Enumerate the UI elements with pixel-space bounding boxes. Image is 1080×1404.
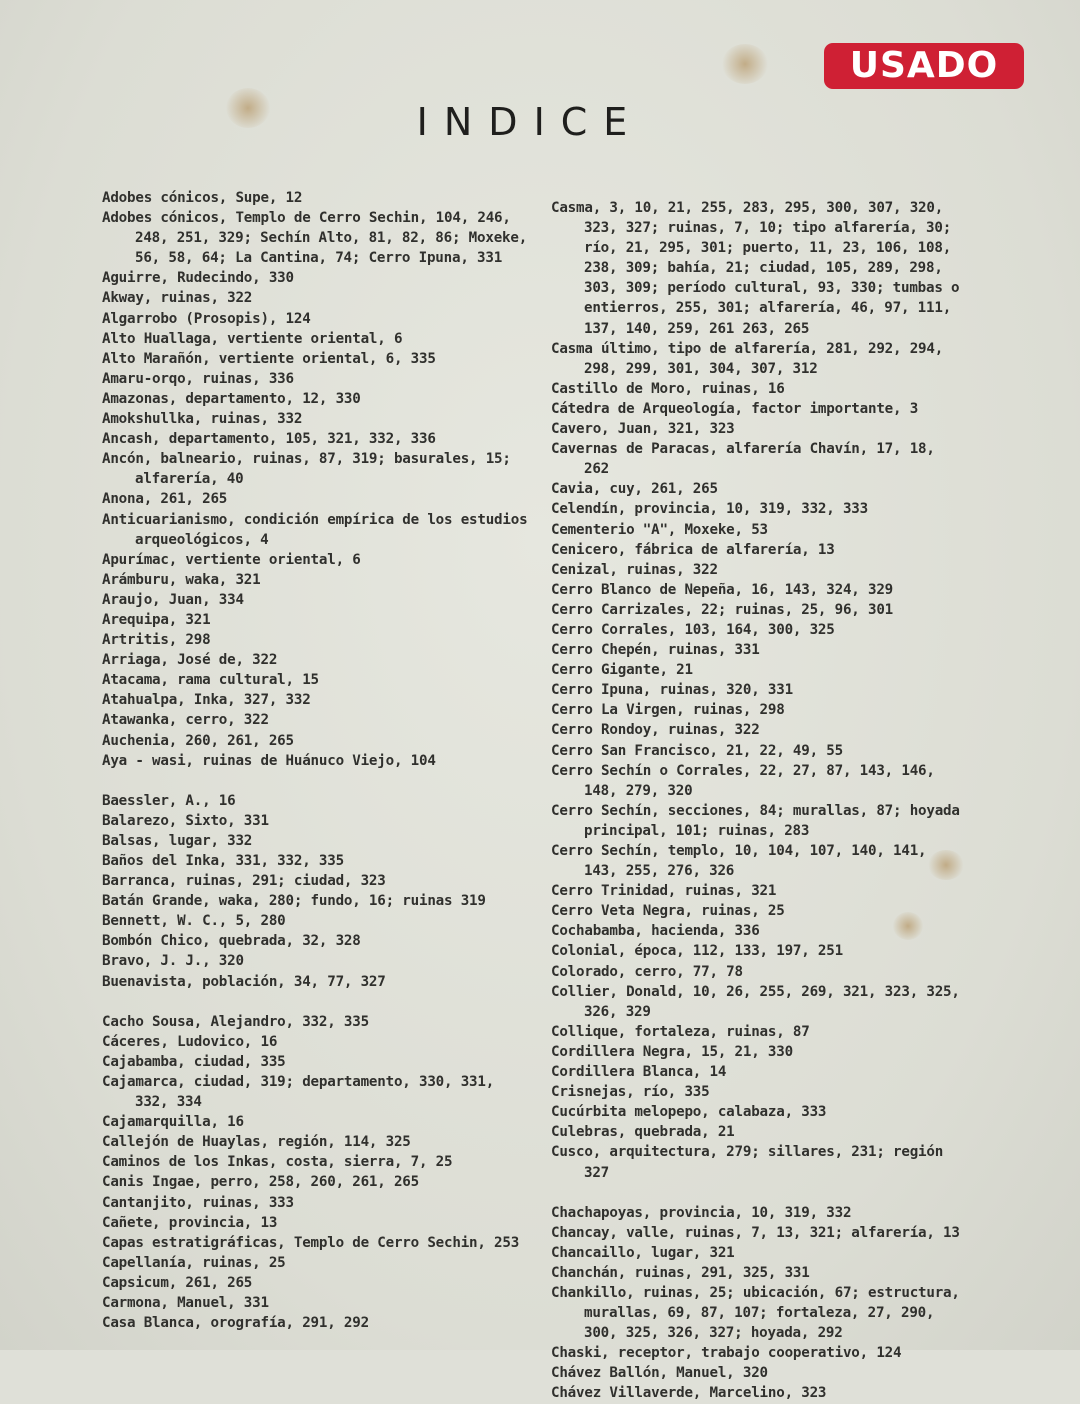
index-entry: Anticuarianismo, condición empírica de los estudios arqueológicos, 4: [102, 511, 528, 548]
index-entry: Cajabamba, ciudad, 335: [102, 1053, 286, 1070]
index-entry: Balarezo, Sixto, 331: [102, 812, 269, 829]
index-entry: Chávez Villaverde, Marcelino, 323: [551, 1385, 827, 1402]
index-entry: Chancay, valle, ruinas, 7, 13, 321; alfarería, 13: [551, 1224, 960, 1241]
index-entry: Capas estratigráficas, Templo de Cerro Sechin, 253: [102, 1234, 520, 1251]
index-entry: Cerro Corrales, 103, 164, 300, 325: [551, 621, 835, 638]
index-entry: Atacama, rama cultural, 15: [102, 672, 319, 689]
index-entry: Cañete, provincia, 13: [102, 1214, 278, 1231]
index-entry: Aguirre, Rudecindo, 330: [102, 270, 294, 287]
index-entry: Ancash, departamento, 105, 321, 332, 336: [102, 431, 436, 448]
index-entry: Cerro Veta Negra, ruinas, 25: [551, 903, 785, 920]
index-entry: Cátedra de Arqueología, factor importante, 3: [551, 400, 919, 417]
index-entry: Cavero, Juan, 321, 323: [551, 421, 735, 438]
index-entry: Carmona, Manuel, 331: [102, 1294, 269, 1311]
index-entry: Cementerio "A", Moxeke, 53: [551, 521, 768, 538]
index-entry: Canis Ingae, perro, 258, 260, 261, 265: [102, 1174, 419, 1191]
index-entry: Arámburu, waka, 321: [102, 571, 261, 588]
index-entry: Chankillo, ruinas, 25; ubicación, 67; estructura, murallas, 69, 87, 107; fortaleza, 27, 290, 300, 325, 326, 327; hoyada, 292: [551, 1284, 960, 1342]
index-entry: Cerro Chepén, ruinas, 331: [551, 642, 760, 659]
index-entry: Cucúrbita melopepo, calabaza, 333: [551, 1104, 827, 1121]
index-entry: Auchenia, 260, 261, 265: [102, 732, 294, 749]
index-entry: Capellanía, ruinas, 25: [102, 1254, 286, 1271]
page-title: INDICE: [416, 100, 644, 144]
index-entry: Cerro Carrizales, 22; ruinas, 25, 96, 301: [551, 601, 894, 618]
index-entry: Chancaillo, lugar, 321: [551, 1244, 735, 1261]
index-entry: Araujo, Juan, 334: [102, 591, 244, 608]
index-entry: Cenicero, fábrica de alfarería, 13: [551, 541, 835, 558]
index-entry: Casa Blanca, orografía, 291, 292: [102, 1315, 369, 1332]
index-entry: Artritis, 298: [102, 632, 211, 649]
index-entry: Cavernas de Paracas, alfarería Chavín, 17, 18, 262: [551, 441, 935, 478]
index-entry: Adobes cónicos, Templo de Cerro Sechin, 104, 246, 248, 251, 329; Sechín Alto, 81, 82, 86; Moxeke, 56, 58, 64; La Cantina, 74; Cerro Ipuna, 331: [102, 210, 528, 267]
index-entry: Arequipa, 321: [102, 611, 211, 628]
index-entry: Cavia, cuy, 261, 265: [551, 481, 718, 498]
index-entry: Cordillera Blanca, 14: [551, 1064, 727, 1081]
index-column-right: [551, 198, 965, 1404]
index-entry: Adobes cónicos, Supe, 12: [102, 190, 303, 206]
index-entry: Chávez Ballón, Manuel, 320: [551, 1365, 768, 1382]
index-entry: Cusco, arquitectura, 279; sillares, 231; región 327: [551, 1144, 944, 1181]
index-entry: Castillo de Moro, ruinas, 16: [551, 380, 785, 397]
index-entry: Collique, fortaleza, ruinas, 87: [551, 1023, 810, 1040]
index-entry: Chachapoyas, provincia, 10, 319, 332: [551, 1204, 852, 1221]
index-entry: Buenavista, población, 34, 77, 327: [102, 973, 386, 990]
index-entry: Baños del Inka, 331, 332, 335: [102, 853, 344, 869]
index-entry: Anona, 261, 265: [102, 491, 228, 508]
index-entry: Akway, ruinas, 322: [102, 290, 253, 307]
index-entry: Amazonas, departamento, 12, 330: [102, 390, 361, 407]
index-column-left: [102, 188, 532, 1333]
index-entry: Cerro La Virgen, ruinas, 298: [551, 702, 785, 719]
index-entry: Cerro Sechín, secciones, 84; murallas, 87; hoyada principal, 101; ruinas, 283: [551, 802, 960, 839]
index-entry: Chanchán, ruinas, 291, 325, 331: [551, 1264, 810, 1281]
index-entry: Chaski, receptor, trabajo cooperativo, 124: [551, 1345, 902, 1362]
index-entry: Cerro Gigante, 21: [551, 662, 693, 679]
index-entry: Colonial, época, 112, 133, 197, 251: [551, 943, 843, 960]
index-entry: Callejón de Huaylas, región, 114, 325: [102, 1134, 411, 1151]
index-entry: Atahualpa, Inka, 327, 332: [102, 692, 311, 709]
index-entry: Baessler, A., 16: [102, 792, 236, 809]
index-entry: Aya - wasi, ruinas de Huánuco Viejo, 104: [102, 752, 436, 769]
index-entry: Balsas, lugar, 332: [102, 832, 253, 849]
index-entry: Cerro Blanco de Nepeña, 16, 143, 324, 329: [551, 581, 894, 598]
index-entry: Cerro San Francisco, 21, 22, 49, 55: [551, 742, 843, 759]
index-entry: Cenizal, ruinas, 322: [551, 561, 718, 578]
index-entry: Batán Grande, waka, 280; fundo, 16; ruinas 319: [102, 893, 486, 910]
index-entry: Collier, Donald, 10, 26, 255, 269, 321, 323, 325, 326, 329: [551, 983, 960, 1020]
index-entry: Cantanjito, ruinas, 333: [102, 1194, 294, 1211]
index-entry: Bombón Chico, quebrada, 32, 328: [102, 933, 361, 950]
index-entry: Casma último, tipo de alfarería, 281, 292, 294, 298, 299, 301, 304, 307, 312: [551, 340, 944, 377]
index-entry: Cochabamba, hacienda, 336: [551, 923, 760, 940]
index-entry: Atawanka, cerro, 322: [102, 712, 269, 729]
index-entry: Cajamarca, ciudad, 319; departamento, 330, 331, 332, 334: [102, 1073, 495, 1111]
index-entry: Cerro Rondoy, ruinas, 322: [551, 722, 760, 739]
index-entry: Ancón, balneario, ruinas, 87, 319; basurales, 15; alfarería, 40: [102, 451, 511, 488]
index-entry: Caminos de los Inkas, costa, sierra, 7, 25: [102, 1154, 453, 1171]
section-gap: [102, 771, 532, 791]
index-entry: Cajamarquilla, 16: [102, 1114, 244, 1131]
index-entry: Cacho Sousa, Alejandro, 332, 335: [102, 1013, 369, 1030]
index-entry: Cerro Ipuna, ruinas, 320, 331: [551, 682, 793, 699]
paper-stain: [226, 88, 270, 128]
index-entry: Apurímac, vertiente oriental, 6: [102, 551, 361, 568]
index-entry: Alto Marañón, vertiente oriental, 6, 335: [102, 350, 436, 367]
index-entry: Culebras, quebrada, 21: [551, 1124, 735, 1141]
index-entry: Alto Huallaga, vertiente oriental, 6: [102, 330, 403, 347]
section-gap: [102, 992, 532, 1012]
index-entry: Cerro Sechín o Corrales, 22, 27, 87, 143, 146, 148, 279, 320: [551, 762, 935, 799]
index-entry: Capsicum, 261, 265: [102, 1274, 253, 1291]
index-entry: Colorado, cerro, 77, 78: [551, 963, 743, 980]
index-entry: Algarrobo (Prosopis), 124: [102, 310, 311, 327]
index-entry: Barranca, ruinas, 291; ciudad, 323: [102, 873, 386, 890]
index-entry: Bravo, J. J., 320: [102, 953, 244, 970]
used-badge: USADO: [824, 43, 1024, 89]
index-entry: Celendín, provincia, 10, 319, 332, 333: [551, 501, 868, 518]
index-entry: Amaru-orqo, ruinas, 336: [102, 370, 294, 387]
index-entry: Casma, 3, 10, 21, 255, 283, 295, 300, 307, 320, 323, 327; ruinas, 7, 10; tipo alfarería, 30; río, 21, 295, 301; puerto, 11, 23, 106, 108, 238, 309; bahía, 21; ciudad, 105, 289, 298, 303, 309; período cultural, 93, 330; tumbas o entierros, 255, 301; alfarería, 46, 97, 111, 137, 140, 259, 261 263, 265: [551, 200, 960, 337]
index-entry: Cerro Trinidad, ruinas, 321: [551, 883, 777, 900]
section-gap: [551, 1183, 965, 1203]
index-entry: Cordillera Negra, 15, 21, 330: [551, 1043, 793, 1060]
index-entry: Arriaga, José de, 322: [102, 652, 278, 669]
index-entry: Bennett, W. C., 5, 280: [102, 913, 286, 930]
paper-stain: [722, 44, 768, 84]
index-entry: Crisnejas, río, 335: [551, 1084, 710, 1101]
index-entry: Cerro Sechín, templo, 10, 104, 107, 140, 141, 143, 255, 276, 326: [551, 843, 927, 880]
index-entry: Cáceres, Ludovico, 16: [102, 1033, 278, 1050]
index-entry: Amokshullka, ruinas, 332: [102, 411, 303, 428]
